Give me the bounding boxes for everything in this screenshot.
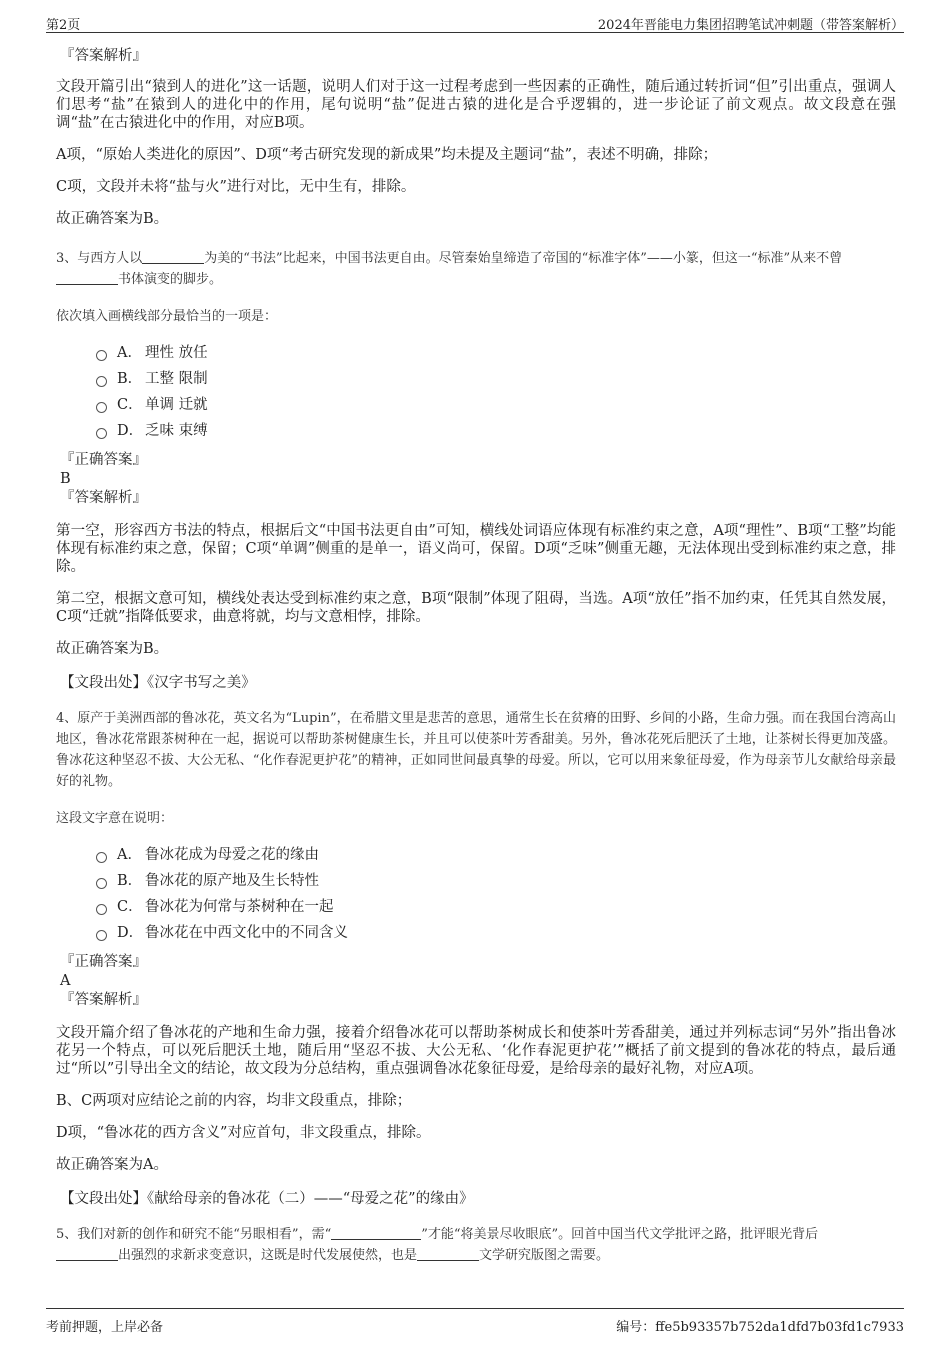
q4-analysis-p1: 文段开篇介绍了鲁冰花的产地和生命力强，接着介绍鲁冰花可以帮助茶树成长和使茶叶芳香甜美，通过并列标志词“另外”指出鲁冰花另一个特点，可以死后肥沃土地，随后用“坚忍不拔、大公无私、‘化作春泥更护花’”概括了前文提到的鲁冰花的特点，最后通过“所以”引导出全文的结论，故文段为分总结构，重点强调鲁冰花象征母爱，是给母亲的最好礼物，对应A项。: [56, 1025, 896, 1077]
q2-analysis-p1: 文段开篇引出“猿到人的进化”这一话题，说明人们对于这一过程考虑到一些因素的正确性，随后通过转折词“但”引出重点，强调人们思考“盐”在猿到人的进化中的作用，尾句说明“盐”促进古猿的进化是合乎逻辑的，进一步论证了前文观点。故文段意在强调“盐”在古猿进化中的作用，对应B项。: [56, 79, 896, 131]
blank: [331, 1226, 421, 1240]
option-a[interactable]: A． 鲁冰花成为母爱之花的缘由: [96, 842, 896, 868]
blank: [142, 250, 204, 264]
correct-answer-label: 『正确答案』: [60, 954, 147, 970]
page-footer: [46, 1308, 904, 1335]
q3-analysis-p3: 故正确答案为B。: [56, 641, 169, 657]
radio-icon[interactable]: [96, 402, 107, 413]
blank: [56, 271, 118, 285]
question-3-options: [96, 340, 896, 444]
question-3-text: 3、与西方人以 为美的“书法”比起来，中国书法更自由。尽管秦始皇缔造了帝国的“标准字体”——小篆，但这一“标准”从来不曾 书体演变的脚步。: [56, 251, 843, 287]
radio-icon[interactable]: [96, 878, 107, 889]
q2-analysis-p3: C项，文段并未将“盐与火”进行对比，无中生有，排除。: [56, 179, 416, 195]
page-number: 第2页: [46, 18, 81, 33]
q3-analysis-p2: 第二空，根据文意可知，横线处表达受到标准约束之意，B项“限制”体现了阻碍，当选。A项“放任”指不加约束，任凭其自然发展，C项“迁就”指降低要求，曲意将就，均与文意相悖，排除。: [56, 591, 896, 625]
correct-answer: A: [60, 973, 71, 989]
question-3-prompt: 依次填入画横线部分最恰当的一项是：: [56, 309, 278, 324]
radio-icon[interactable]: [96, 428, 107, 439]
option-d[interactable]: D． 鲁冰花在中西文化中的不同含义: [96, 920, 896, 946]
option-b[interactable]: B． 工整 限制: [96, 366, 896, 392]
option-c[interactable]: C． 鲁冰花为何常与茶树种在一起: [96, 894, 896, 920]
footer-slogan: 考前押题，上岸必备: [46, 1320, 164, 1335]
q4-analysis-p4: 故正确答案为A。: [56, 1157, 168, 1173]
correct-answer: B: [60, 471, 71, 487]
q3-analysis-p1: 第一空，形容西方书法的特点，根据后文“中国书法更自由”可知，横线处词语应体现有标准约束之意，A项“理性”、B项“工整”均能体现有标准约束之意，保留；C项“单调”侧重的是单一，语义尚可，保留。D项“乏味”侧重无趣，无法体现出受到标准约束之意，排除。: [56, 523, 896, 575]
question-4-options: [96, 842, 896, 946]
document-title: 2024年晋能电力集团招聘笔试冲刺题（带答案解析）: [597, 18, 904, 33]
q4-analysis-p2: B、C两项对应结论之前的内容，均非文段重点，排除；: [56, 1093, 412, 1109]
q2-analysis-p2: A项，“原始人类进化的原因”、D项“考古研究发现的新成果”均未提及主题词“盐”，表述不明确，排除；: [56, 147, 718, 163]
blank: [417, 1247, 479, 1261]
question-4-prompt: 这段文字意在说明：: [56, 811, 174, 826]
document-code: 编号：ffe5b93357b752da1dfd7b03fd1c7933: [616, 1320, 904, 1335]
option-b[interactable]: B． 鲁冰花的原产地及生长特性: [96, 868, 896, 894]
radio-icon[interactable]: [96, 350, 107, 361]
radio-icon[interactable]: [96, 376, 107, 387]
option-c[interactable]: C． 单调 迁就: [96, 392, 896, 418]
radio-icon[interactable]: [96, 852, 107, 863]
q2-analysis-p4: 故正确答案为B。: [56, 211, 169, 227]
radio-icon[interactable]: [96, 904, 107, 915]
q4-source: 【文段出处】《献给母亲的鲁冰花（二）——“母爱之花”的缘由》: [60, 1191, 474, 1207]
question-5-text: 5、我们对新的创作和研究不能“另眼相看”，需“ ”才能“将美景尽收眼底”。回首中国当代文学批评之路，批评眼光背后 出强烈的求新求变意识，这既是时代发展使然，也是 文学研究版图之需要。: [56, 1227, 819, 1263]
blank: [56, 1247, 118, 1261]
analysis-label: 『答案解析』: [60, 48, 147, 64]
option-d[interactable]: D． 乏味 束缚: [96, 418, 896, 444]
radio-icon[interactable]: [96, 930, 107, 941]
q4-analysis-p3: D项，“鲁冰花的西方含义”对应首句，非文段重点，排除。: [56, 1125, 431, 1141]
option-a[interactable]: A． 理性 放任: [96, 340, 896, 366]
q3-source: 【文段出处】《汉字书写之美》: [60, 675, 256, 691]
page-content: [56, 46, 896, 1266]
question-4-text: 4、原产于美洲西部的鲁冰花，英文名为“Lupin”，在希腊文里是悲苦的意思，通常生长在贫瘠的田野、乡间的小路，生命力强。而在我国台湾高山地区，鲁冰花常跟茶树种在一起，据说可以帮助茶树健康生长，并且可以使茶叶芳香甜美。另外，鲁冰花死后肥沃了土地，让茶树长得更加茂盛。鲁冰花这种坚忍不拔、大公无私、“化作春泥更护花”的精神，正如同世间最真挚的母爱。所以，它可以用来象征母爱，作为母亲节儿女献给母亲最好的礼物。: [56, 711, 896, 789]
analysis-label: 『答案解析』: [60, 490, 147, 506]
analysis-label: 『答案解析』: [60, 992, 147, 1008]
page-header: [46, 10, 904, 33]
correct-answer-label: 『正确答案』: [60, 452, 147, 468]
